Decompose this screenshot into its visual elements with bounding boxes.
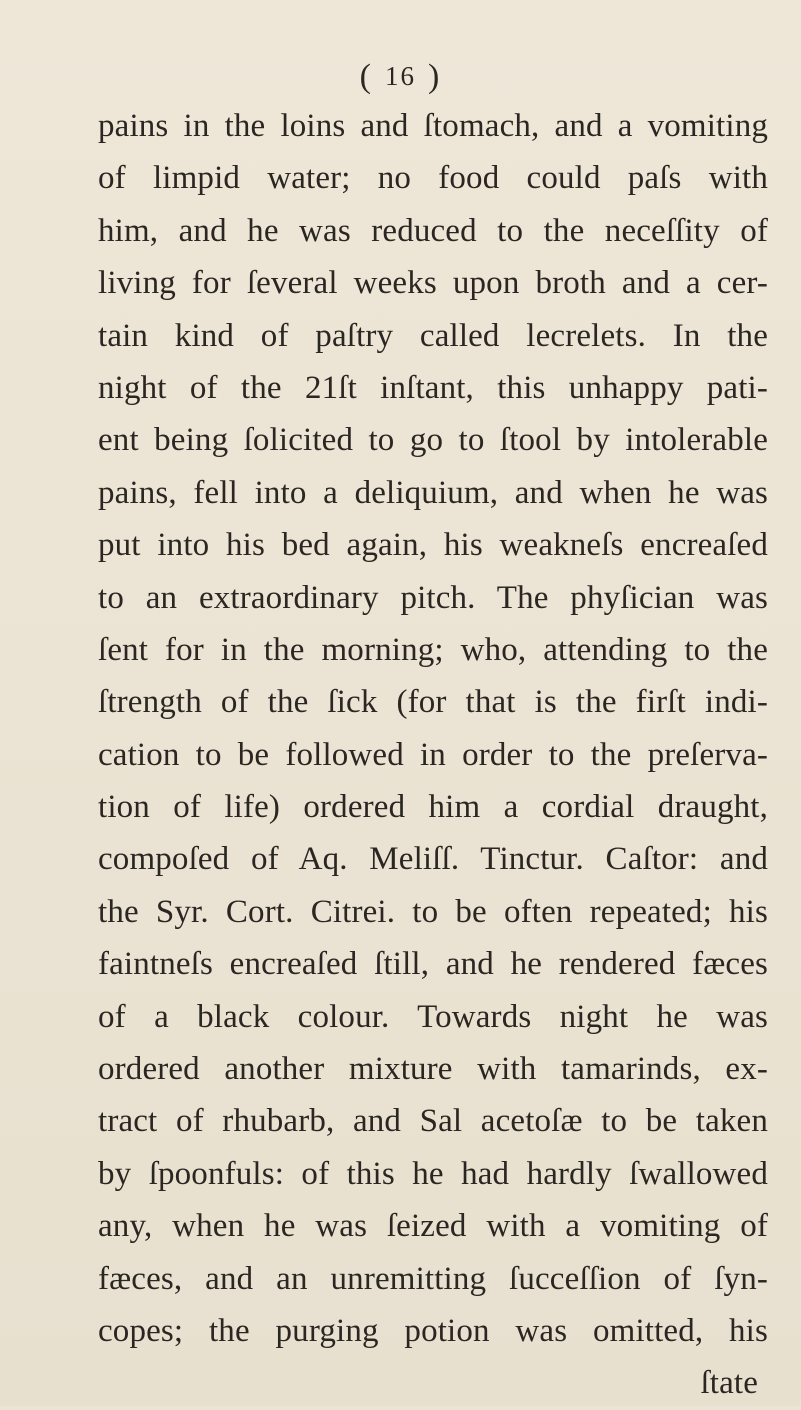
text-line-22: any, when he was ſeized with a vomiting of bbox=[98, 1208, 768, 1245]
text-line-6: night of the 21ſt inſtant, this unhappy pati- bbox=[98, 369, 768, 406]
page-number bbox=[0, 58, 801, 96]
text-line-7: ent being ſolicited to go to ſtool by intolerable bbox=[98, 422, 768, 459]
text-line-24: copes; the purging potion was omitted, his bbox=[98, 1312, 768, 1349]
text-line-17: faintneſs encreaſed ſtill, and he rendered fæces bbox=[98, 946, 768, 983]
page-number-open-paren: ( bbox=[359, 58, 373, 95]
text-line-9: put into his bed again, his weakneſs encreaſed bbox=[98, 527, 768, 564]
text-line-21: by ſpoonfuls: of this he had hardly ſwallowed bbox=[98, 1155, 768, 1192]
text-line-23: fæces, and an unremitting ſucceſſion of ſyn- bbox=[98, 1260, 768, 1297]
text-line-15: compoſed of Aq. Meliſſ. Tinctur. Caſtor: and bbox=[98, 841, 768, 878]
text-line-5: tain kind of paſtry called lecrelets. In the bbox=[98, 317, 768, 354]
text-line-19: ordered another mixture with tamarinds, ex- bbox=[98, 1051, 768, 1088]
text-line-13: cation to be followed in order to the preſerva- bbox=[98, 736, 768, 773]
page-number-close-paren: ) bbox=[428, 58, 442, 95]
text-line-14: tion of life) ordered him a cordial draught, bbox=[98, 789, 768, 826]
text-line-10: to an extraordinary pitch. The phyſician was bbox=[98, 579, 768, 616]
text-line-12: ſtrength of the ſick (for that is the firſt indi- bbox=[98, 684, 768, 721]
text-line-1: pains in the loins and ſtomach, and a vomiting bbox=[98, 108, 768, 144]
text-line-3: him, and he was reduced to the neceſſity of bbox=[98, 212, 768, 249]
body-text bbox=[98, 100, 768, 1410]
page-number-value: 16 bbox=[385, 61, 416, 91]
text-line-11: ſent for in the morning; who, attending to the bbox=[98, 631, 768, 668]
text-line-8: pains, fell into a deliquium, and when he was bbox=[98, 474, 768, 511]
text-line-18: of a black colour. Towards night he was bbox=[98, 998, 768, 1035]
text-line-20: tract of rhubarb, and Sal acetoſæ to be taken bbox=[98, 1103, 768, 1140]
text-line-16: the Syr. Cort. Citrei. to be often repeated; his bbox=[98, 893, 768, 930]
text-line-4: living for ſeveral weeks upon broth and a cer- bbox=[98, 265, 768, 302]
text-line-2: of limpid water; no food could paſs with bbox=[98, 160, 768, 197]
catchword: ſtate bbox=[700, 1365, 758, 1402]
